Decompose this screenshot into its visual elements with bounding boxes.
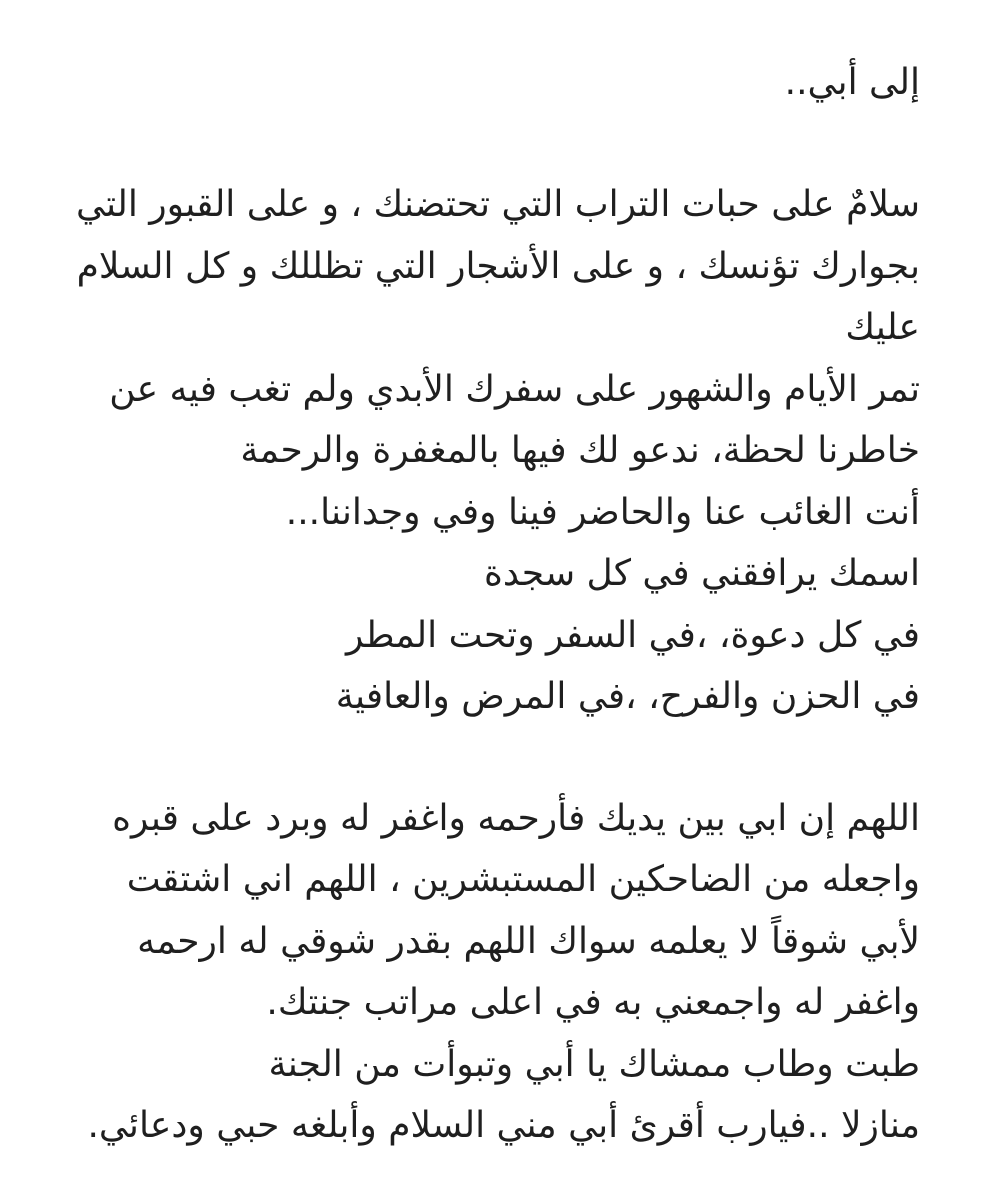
- text-line: في كل دعوة، ،في السفر وتحت المطر: [345, 614, 920, 656]
- text-line: لأبي شوقاً لا يعلمه سواك اللهم بقدر شوقي له ارحمه: [137, 920, 920, 962]
- paragraph-spacer: [64, 728, 920, 788]
- text-line: طبت وطاب ممشاك يا أبي وتبوأت من الجنة: [268, 1043, 920, 1085]
- text-line: منازلا ..فيارب أقرئ أبي مني السلام وأبلغه حبي ودعائي.: [87, 1105, 920, 1146]
- text-line: اسمك يرافقني في كل سجدة: [483, 553, 920, 594]
- text-line: واجعله من الضاحكين المستبشرين ، اللهم اني اشتقت: [126, 859, 920, 900]
- text-line: أنت الغائب عنا والحاضر فينا وفي وجداننا...: [285, 491, 920, 533]
- text-line: في الحزن والفرح، ،في المرض والعافية: [335, 676, 920, 717]
- text-line: بجوارك تؤنسك ، و على الأشجار التي تظللك و كل السلام: [76, 245, 920, 287]
- text-line: تمر الأيام والشهور على سفرك الأبدي ولم تغب فيه عن: [109, 368, 920, 410]
- text-line: خاطرنا لحظة، ندعو لك فيها بالمغفرة والرحمة: [240, 430, 920, 471]
- paragraph-greeting: [64, 174, 920, 728]
- text-line: سلامٌ على حبات التراب التي تحتضنك ، و على القبور التي: [76, 184, 920, 225]
- document-title: إلى أبي..: [784, 62, 920, 103]
- text-line: واغفر له واجمعني به في اعلى مراتب جنتك.: [266, 982, 920, 1023]
- text-line: عليك: [845, 307, 920, 348]
- paragraph-prayer: [64, 788, 920, 1157]
- text-line: اللهم إن ابي بين يديك فأرحمه واغفر له وبرد على قبره: [112, 797, 920, 839]
